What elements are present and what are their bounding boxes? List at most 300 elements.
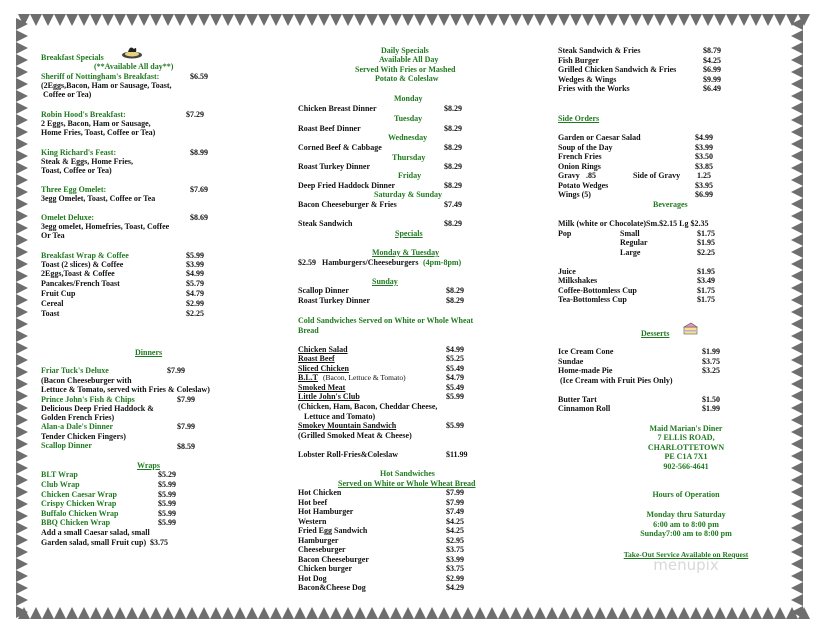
border-triangle (594, 607, 606, 619)
scallop-dinner-price: $8.59 (177, 442, 195, 451)
club-note-1: (Chicken, Ham, Bacon, Cheddar Cheese, (298, 402, 438, 411)
border-triangle (16, 546, 28, 558)
border-triangle (666, 607, 678, 619)
butter-tart-name: Butter Tart (558, 395, 597, 404)
border-triangle (330, 14, 342, 26)
special-tuesday-name: Roast Beef Dinner (298, 124, 361, 133)
side-order-name: Soup of the Day (558, 143, 613, 152)
border-triangle (246, 14, 258, 26)
border-triangle (474, 14, 486, 26)
border-triangle (16, 522, 28, 534)
side-item-price: $5.79 (186, 279, 204, 288)
top-item-name: Wedges & Wings (558, 75, 617, 84)
diner-address: 7 ELLIS ROAD, (657, 433, 715, 442)
border-triangle (16, 486, 28, 498)
diner-phone: 902-566-4641 (663, 462, 709, 471)
king-desc-1: Steak & Eggs, Home Fries, (41, 157, 133, 166)
border-triangle (378, 607, 390, 619)
border-triangle (90, 607, 102, 619)
three-egg-desc: 3egg Omelet, Toast, Coffee or Tea (41, 194, 156, 203)
border-triangle (354, 14, 366, 26)
specials-title: Specials (395, 229, 423, 238)
border-triangle (690, 607, 702, 619)
border-triangle (582, 607, 594, 619)
border-triangle (78, 14, 90, 26)
border-triangle (791, 546, 803, 558)
special-satsun-price: $7.49 (444, 200, 462, 209)
border-triangle (414, 14, 426, 26)
cold-item-name: B.L.T (298, 373, 319, 382)
border-triangle (606, 14, 618, 26)
smokey-note: (Grilled Smoked Meat & Cheese) (298, 431, 412, 440)
drink-price: $1.95 (697, 267, 715, 276)
border-triangle (534, 14, 546, 26)
wrap-name: BBQ Chicken Wrap (41, 518, 111, 527)
lobster-roll-name: Lobster Roll-Fries&Coleslaw (298, 450, 399, 459)
border-triangle (114, 607, 126, 619)
border-triangle (791, 42, 803, 54)
breakfast-wrap-price: $5.99 (186, 251, 204, 260)
border-triangle (390, 14, 402, 26)
diner-name: Maid Marian's Diner (649, 424, 723, 433)
border-triangle (162, 14, 174, 26)
border-triangle (102, 607, 114, 619)
pop-large: Large (620, 248, 641, 257)
border-triangle (16, 570, 28, 582)
hot-item-price: $3.75 (446, 564, 464, 573)
special-tuesday-price: $8.29 (444, 124, 462, 133)
border-triangle (498, 14, 510, 26)
border-triangle (791, 318, 803, 330)
border-triangle (750, 14, 762, 26)
border-triangle (378, 14, 390, 26)
available-all-day: (**Available All day**) (94, 62, 174, 71)
border-triangle (16, 258, 28, 270)
border-triangle (16, 378, 28, 390)
border-triangle (30, 14, 42, 26)
border-triangle (16, 402, 28, 414)
border-triangle (222, 607, 234, 619)
wrap-price: $5.99 (158, 509, 176, 518)
day-monday: Monday (394, 94, 423, 103)
border-triangle (16, 582, 28, 594)
border-triangle (791, 426, 803, 438)
border-triangle (282, 607, 294, 619)
side-order-price: $6.99 (695, 190, 713, 199)
border-triangle (270, 607, 282, 619)
border-triangle (702, 607, 714, 619)
side-item-name: Fruit Cup (41, 289, 76, 298)
border-triangle (791, 210, 803, 222)
border-triangle (42, 607, 54, 619)
wrap-price: $5.99 (158, 499, 176, 508)
border-triangle (16, 114, 28, 126)
wrap-name: Club Wrap (41, 480, 80, 489)
border-triangle (750, 607, 762, 619)
side-orders-title: Side Orders (558, 114, 600, 123)
wrap-name: Crispy Chicken Wrap (41, 499, 117, 508)
border-triangle (654, 607, 666, 619)
hot-item-name: Bacon Cheeseburger (298, 555, 369, 564)
border-triangle (258, 14, 270, 26)
border-triangle (630, 607, 642, 619)
omelet-deluxe-desc-1: 3egg omelet, Homefries, Toast, Coffee (41, 222, 170, 231)
border-triangle (16, 234, 28, 246)
hot-item-name: Hamburger (298, 536, 339, 545)
special-thursday-name: Roast Turkey Dinner (298, 162, 371, 171)
border-triangle (774, 607, 786, 619)
border-triangle (16, 162, 28, 174)
side-order-price: $3.85 (695, 162, 713, 171)
border-triangle (791, 498, 803, 510)
border-triangle (16, 318, 28, 330)
cold-item-note: (Bacon, Lettuce & Tomato) (323, 373, 406, 382)
robin-price: $7.29 (186, 110, 204, 119)
hot-item-price: $4.25 (446, 526, 464, 535)
wrap-addon-1: Add a small Caesar salad, small (41, 528, 150, 537)
side-order-name: French Fries (558, 152, 602, 161)
top-item-price: $6.49 (703, 84, 721, 93)
cold-item-price: $5.25 (446, 354, 464, 363)
alan-price: $7.99 (177, 422, 195, 431)
side-item-price: $4.79 (186, 289, 204, 298)
border-triangle (16, 594, 28, 606)
friar-desc-1: (Bacon Cheeseburger with (41, 376, 132, 385)
border-triangle (570, 14, 582, 26)
border-triangle (198, 607, 210, 619)
cold-sandwiches-title-2: Bread (298, 326, 319, 335)
border-triangle (791, 222, 803, 234)
sheriff-desc-1: (2Eggs,Bacon, Ham or Sausage, Toast, (41, 81, 172, 90)
border-triangle (534, 607, 546, 619)
border-triangle (791, 198, 803, 210)
special-wednesday-name: Corned Beef & Cabbage (298, 143, 382, 152)
special-wednesday-price: $8.29 (444, 143, 462, 152)
ice-cream-price: $1.99 (702, 347, 720, 356)
border-triangle (16, 54, 28, 66)
border-triangle (791, 510, 803, 522)
hot-item-price: $7.99 (446, 488, 464, 497)
milk-line: Milk (white or Chocolate)Sm.$2.15 Lg $2.35 (558, 219, 709, 228)
border-triangle (138, 607, 150, 619)
border-triangle (726, 14, 738, 26)
pie-name: Home-made Pie (558, 366, 613, 375)
sunday-item-price: $8.29 (446, 296, 464, 305)
side-order-name: Onion Rings (558, 162, 601, 171)
border-triangle (16, 510, 28, 522)
top-item-name: Grilled Chicken Sandwich & Fries (558, 65, 677, 74)
border-triangle (16, 282, 28, 294)
pie-price: $3.25 (702, 366, 720, 375)
hours-title: Hours of Operation (652, 490, 720, 499)
border-triangle (126, 14, 138, 26)
cold-item-price: $4.99 (446, 345, 464, 354)
breakfast-wrap-name: Breakfast Wrap & Coffee (41, 251, 129, 260)
border-triangle (402, 14, 414, 26)
pie-note: (Ice Cream with Fruit Pies Only) (560, 376, 673, 385)
side-gravy-price: 1.25 (697, 171, 711, 180)
hot-item-name: Hot Chicken (298, 488, 342, 497)
border-triangle (791, 330, 803, 342)
border-triangle (791, 414, 803, 426)
border-triangle (16, 450, 28, 462)
top-item-name: Fries with the Works (558, 84, 630, 93)
border-triangle (16, 534, 28, 546)
border-triangle (426, 14, 438, 26)
cold-item-name: Sliced Chicken (298, 364, 349, 373)
special-monday-name: Chicken Breast Dinner (298, 104, 377, 113)
border-triangle (791, 558, 803, 570)
robin-desc-2: Home Fries, Toast, Coffee or Tea) (41, 128, 156, 137)
border-triangle (318, 14, 330, 26)
border-triangle (16, 414, 28, 426)
border-triangle (791, 114, 803, 126)
hot-item-name: Fried Egg Sandwich (298, 526, 368, 535)
friar-name: Friar Tuck's Deluxe (41, 366, 109, 375)
dessert-cake-icon (683, 322, 699, 335)
hot-item-price: $2.95 (446, 536, 464, 545)
border-triangle (791, 186, 803, 198)
border-triangle (791, 474, 803, 486)
monday-tuesday-title: Monday & Tuesday (372, 248, 440, 257)
border-triangle (16, 474, 28, 486)
border-triangle (162, 607, 174, 619)
special-satsun-name: Bacon Cheeseburger & Fries (298, 200, 397, 209)
breakfast-title: Breakfast Specials (41, 53, 104, 62)
drink-name: Tea-Bottomless Cup (558, 295, 627, 304)
border-triangle (16, 210, 28, 222)
hot-item-name: Cheeseburger (298, 545, 346, 554)
top-item-price: $6.99 (703, 65, 721, 74)
border-triangle (258, 607, 270, 619)
cold-item-name: Little John's Club (298, 392, 360, 401)
border-triangle (762, 607, 774, 619)
wrap-price: $5.99 (158, 490, 176, 499)
border-triangle (198, 14, 210, 26)
cold-item-price: $5.49 (446, 364, 464, 373)
border-triangle (114, 14, 126, 26)
sunday-item-name: Roast Turkey Dinner (298, 296, 371, 305)
cinnamon-roll-price: $1.99 (702, 404, 720, 413)
border-triangle (210, 14, 222, 26)
border-triangle (791, 270, 803, 282)
border-triangle (42, 14, 54, 26)
border-triangle (270, 14, 282, 26)
lobster-roll-price: $11.99 (446, 450, 468, 459)
border-triangle (690, 14, 702, 26)
border-triangle (558, 14, 570, 26)
prince-price: $7.99 (177, 395, 195, 404)
side-gravy-name: Side of Gravy (633, 171, 681, 180)
daily-served: Served With Fries or Mashed (355, 65, 456, 74)
side-item-name: Toast (41, 309, 60, 318)
border-triangle (546, 607, 558, 619)
drink-price: $3.49 (697, 276, 715, 285)
border-triangle (16, 186, 28, 198)
border-triangle (791, 438, 803, 450)
hot-item-price: $3.99 (446, 555, 464, 564)
border-triangle (16, 342, 28, 354)
border-triangle (150, 14, 162, 26)
border-triangle (138, 14, 150, 26)
border-triangle (16, 354, 28, 366)
border-triangle (174, 14, 186, 26)
border-triangle (16, 42, 28, 54)
sheriff-desc-2: Coffee or Tea) (43, 90, 92, 99)
day-wednesday: Wednesday (388, 133, 428, 142)
border-triangle (354, 607, 366, 619)
border-triangle (762, 14, 774, 26)
daily-available: Available All Day (379, 55, 439, 64)
border-triangle (306, 14, 318, 26)
border-triangle (726, 607, 738, 619)
side-item-name: Toast (2 slices) & Coffee (41, 260, 124, 269)
border-triangle (714, 14, 726, 26)
border-triangle (791, 294, 803, 306)
border-triangle (306, 607, 318, 619)
border-triangle (486, 607, 498, 619)
takeout-note: Take-Out Service Available on Request (623, 550, 749, 559)
border-triangle (16, 558, 28, 570)
border-triangle (594, 14, 606, 26)
border-triangle (16, 390, 28, 402)
border-triangle (618, 607, 630, 619)
border-triangle (54, 14, 66, 26)
day-thursday: Thursday (392, 153, 426, 162)
drink-name: Coffee-Bottomless Cup (558, 286, 637, 295)
border-triangle (450, 607, 462, 619)
border-triangle (791, 246, 803, 258)
pop-regular-price: $1.95 (697, 238, 715, 247)
side-order-price: $3.50 (695, 152, 713, 161)
dinners-title: Dinners (135, 348, 163, 357)
gravy-price: .85 (586, 171, 596, 180)
border-triangle (522, 14, 534, 26)
drink-name: Milkshakes (558, 276, 598, 285)
border-triangle (330, 607, 342, 619)
border-triangle (438, 14, 450, 26)
diner-city: CHARLOTTETOWN (647, 443, 725, 452)
border-triangle (30, 607, 42, 619)
wrap-addon-price: $3.75 (150, 538, 168, 547)
pop-small: Small (620, 229, 640, 238)
side-item-price: $2.99 (186, 299, 204, 308)
special-friday-price: $8.29 (444, 181, 462, 190)
border-triangle (294, 14, 306, 26)
three-egg-name: Three Egg Omelet: (41, 185, 107, 194)
side-order-name: Wings (5) (558, 190, 591, 199)
hours-sunday: Sunday7:00 am to 8:00 pm (640, 529, 732, 538)
side-item-price: $4.99 (186, 269, 204, 278)
border-triangle (791, 450, 803, 462)
wrap-price: $5.29 (158, 470, 176, 479)
scallop-dinner-name: Scallop Dinner (41, 441, 92, 450)
alan-name: Alan-a Dale's Dinner (41, 422, 113, 431)
border-triangle (474, 607, 486, 619)
cold-item-name: Chicken Salad (298, 345, 348, 354)
border-triangle (16, 438, 28, 450)
border-triangle (791, 486, 803, 498)
sunday-item-price: $8.29 (446, 286, 464, 295)
hot-item-name: Hot beef (298, 498, 328, 507)
border-triangle (791, 462, 803, 474)
border-triangle (738, 607, 750, 619)
border-triangle (16, 270, 28, 282)
special-monday-price: $8.29 (444, 104, 462, 113)
club-note-2: Lettuce and Tomato) (304, 412, 376, 421)
border-triangle (426, 607, 438, 619)
hot-item-price: $7.99 (446, 498, 464, 507)
border-triangle (16, 462, 28, 474)
border-triangle (234, 14, 246, 26)
border-triangle (366, 14, 378, 26)
border-triangle (630, 14, 642, 26)
border-triangle (342, 14, 354, 26)
pop-regular: Regular (620, 238, 648, 247)
pop-small-price: $1.75 (697, 229, 715, 238)
border-triangle (16, 498, 28, 510)
border-triangle (791, 306, 803, 318)
cinnamon-roll-name: Cinnamon Roll (558, 404, 611, 413)
side-order-price: $3.99 (695, 143, 713, 152)
border-triangle (402, 607, 414, 619)
border-triangle (16, 246, 28, 258)
border-triangle (791, 354, 803, 366)
wrap-name: Buffalo Chicken Wrap (41, 509, 119, 518)
hot-item-name: Western (298, 517, 327, 526)
border-triangle (16, 138, 28, 150)
prince-name: Prince John's Fish & Chips (41, 395, 135, 404)
border-triangle (791, 30, 803, 42)
border-triangle (210, 607, 222, 619)
burger-special-text: Hamburgers/Cheeseburgers (322, 258, 419, 267)
sundae-price: $3.75 (702, 357, 720, 366)
border-triangle (366, 607, 378, 619)
hot-item-name: Chicken burger (298, 564, 352, 573)
smokey-price: $5.99 (446, 421, 464, 430)
border-triangle (791, 582, 803, 594)
side-order-name: Potato Wedges (558, 181, 609, 190)
hot-item-price: $4.25 (446, 517, 464, 526)
cold-item-price: $4.79 (446, 373, 464, 382)
border-triangle (666, 14, 678, 26)
hot-item-price: $2.99 (446, 574, 464, 583)
top-item-name: Steak Sandwich & Fries (558, 46, 641, 55)
border-triangle (642, 607, 654, 619)
cold-item-name: Smoked Meat (298, 383, 346, 392)
border-triangle (16, 126, 28, 138)
border-triangle (654, 14, 666, 26)
hot-item-price: $3.75 (446, 545, 464, 554)
border-triangle (150, 607, 162, 619)
border-triangle (678, 607, 690, 619)
side-item-price: $2.25 (186, 309, 204, 318)
border-triangle (186, 14, 198, 26)
border-triangle (570, 607, 582, 619)
special-thursday-price: $8.29 (444, 162, 462, 171)
special-friday-name: Deep Fried Haddock Dinner (298, 181, 396, 190)
border-triangle (16, 66, 28, 78)
beverages-title: Beverages (653, 200, 688, 209)
wrap-name: BLT Wrap (41, 470, 78, 479)
border-triangle (16, 366, 28, 378)
border-triangle (186, 607, 198, 619)
border-triangle (714, 607, 726, 619)
side-order-price: $3.95 (695, 181, 713, 190)
border-triangle (791, 534, 803, 546)
side-order-price: $4.99 (695, 133, 713, 142)
steak-sandwich-name: Steak Sandwich (298, 219, 353, 228)
